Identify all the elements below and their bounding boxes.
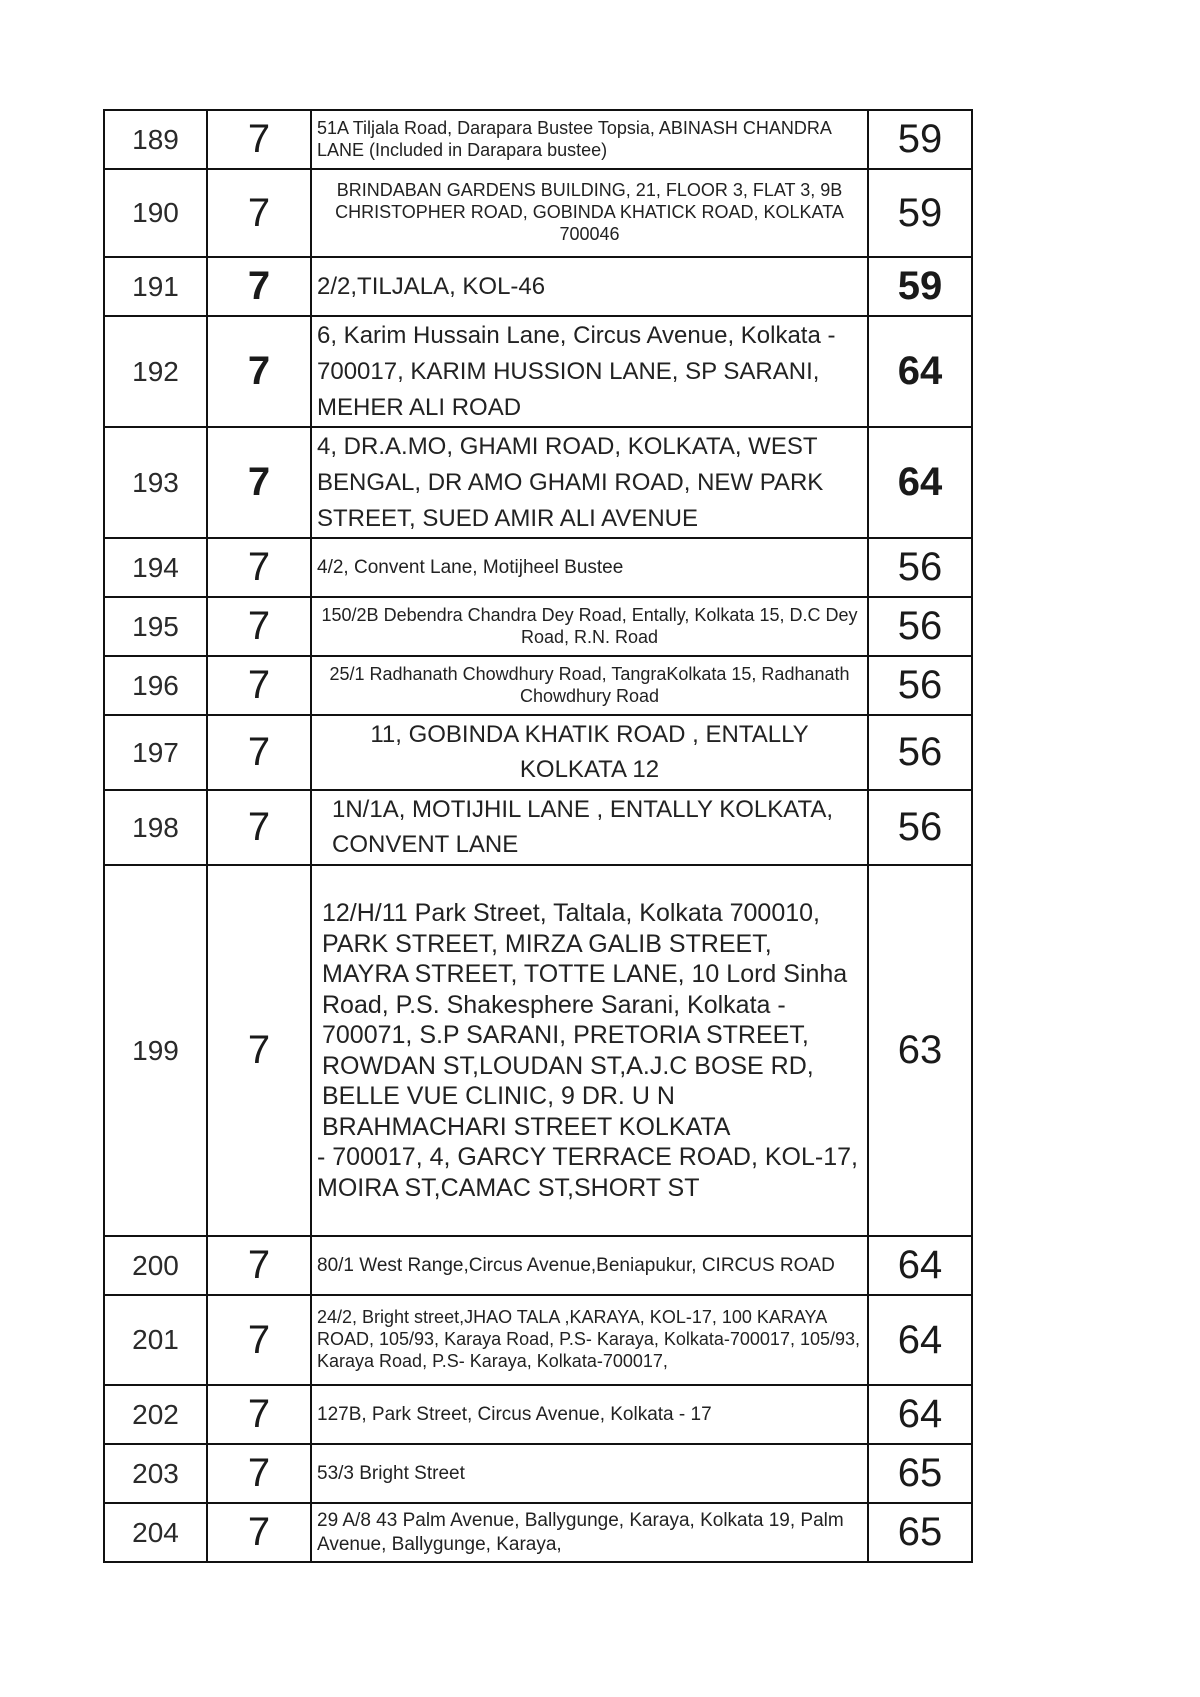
address-cell: 4/2, Convent Lane, Motijheel Bustee — [311, 538, 868, 597]
table-row — [104, 316, 972, 427]
number-cell: 7 — [207, 427, 311, 538]
address-cell: 24/2, Bright street,JHAO TALA ,KARAYA, KOL-17, 100 KARAYA ROAD, 105/93, Karaya Road, P.S- Karaya, Kolkata-700017, 105/93, Karaya Road, P.S- Karaya, Kolkata-700017, — [311, 1295, 868, 1385]
table-row — [104, 597, 972, 656]
value-cell: 56 — [868, 656, 972, 715]
value-cell: 56 — [868, 597, 972, 656]
serial-number-cell: 196 — [104, 656, 207, 715]
table-row — [104, 169, 972, 257]
number-cell: 7 — [207, 656, 311, 715]
table-row — [104, 865, 972, 1236]
value-cell: 64 — [868, 316, 972, 427]
number-cell: 7 — [207, 1503, 311, 1562]
address-cell — [311, 865, 868, 1236]
value-cell: 64 — [868, 1236, 972, 1295]
number-cell: 7 — [207, 715, 311, 790]
value-cell: 64 — [868, 427, 972, 538]
value-cell: 59 — [868, 110, 972, 169]
serial-number-cell: 201 — [104, 1295, 207, 1385]
serial-number-cell: 194 — [104, 538, 207, 597]
serial-number-cell: 200 — [104, 1236, 207, 1295]
table-row — [104, 656, 972, 715]
serial-number-cell: 193 — [104, 427, 207, 538]
serial-number-cell: 190 — [104, 169, 207, 257]
address-cell: 53/3 Bright Street — [311, 1444, 868, 1503]
serial-number-cell: 195 — [104, 597, 207, 656]
address-line: 12/H/11 Park Street, Taltala, Kolkata 700010, PARK STREET, MIRZA GALIB STREET, MAYRA STREET, TOTTE LANE, 10 Lord Sinha Road, P.S. Shakesphere Sarani, Kolkata - 700071, S.P SARANI, PRETORIA STREET, ROWDAN ST,LOUDAN ST,A.J.C BOSE RD, BELLE VUE CLINIC, 9 DR. U N BRAHMACHARI STREET KOLKATA — [322, 899, 848, 1141]
serial-number-cell: 203 — [104, 1444, 207, 1503]
table-row — [104, 1444, 972, 1503]
value-cell: 65 — [868, 1444, 972, 1503]
address-cell: BRINDABAN GARDENS BUILDING, 21, FLOOR 3, FLAT 3, 9B CHRISTOPHER ROAD, GOBINDA KHATICK ROAD, KOLKATA 700046 — [311, 169, 868, 257]
number-cell: 7 — [207, 1385, 311, 1444]
address-cell: 29 A/8 43 Palm Avenue, Ballygunge, Karaya, Kolkata 19, Palm Avenue, Ballygunge, Karaya, — [311, 1503, 868, 1562]
serial-number-cell: 189 — [104, 110, 207, 169]
table-row — [104, 790, 972, 865]
value-cell: 64 — [868, 1295, 972, 1385]
address-cell: 1N/1A, MOTIJHIL LANE , ENTALLY KOLKATA, CONVENT LANE — [311, 790, 868, 865]
serial-number-cell: 198 — [104, 790, 207, 865]
address-cell: 11, GOBINDA KHATIK ROAD , ENTALLY KOLKATA 12 — [311, 715, 868, 790]
table-row — [104, 538, 972, 597]
serial-number-cell: 199 — [104, 865, 207, 1236]
number-cell: 7 — [207, 1295, 311, 1385]
number-cell: 7 — [207, 316, 311, 427]
table-row — [104, 427, 972, 538]
address-cell: 6, Karim Hussain Lane, Circus Avenue, Kolkata - 700017, KARIM HUSSION LANE, SP SARANI, MEHER ALI ROAD — [311, 316, 868, 427]
number-cell: 7 — [207, 790, 311, 865]
address-cell: 150/2B Debendra Chandra Dey Road, Entally, Kolkata 15, D.C Dey Road, R.N. Road — [311, 597, 868, 656]
serial-number-cell: 191 — [104, 257, 207, 316]
value-cell: 65 — [868, 1503, 972, 1562]
address-cell: 25/1 Radhanath Chowdhury Road, TangraKolkata 15, Radhanath Chowdhury Road — [311, 656, 868, 715]
table-row — [104, 257, 972, 316]
table-row — [104, 1236, 972, 1295]
number-cell: 7 — [207, 538, 311, 597]
value-cell: 59 — [868, 257, 972, 316]
number-cell: 7 — [207, 1444, 311, 1503]
value-cell: 56 — [868, 538, 972, 597]
address-cell: 80/1 West Range,Circus Avenue,Beniapukur, CIRCUS ROAD — [311, 1236, 868, 1295]
number-cell: 7 — [207, 865, 311, 1236]
address-cell: 127B, Park Street, Circus Avenue, Kolkata - 17 — [311, 1385, 868, 1444]
number-cell: 7 — [207, 597, 311, 656]
value-cell: 56 — [868, 715, 972, 790]
serial-number-cell: 204 — [104, 1503, 207, 1562]
serial-number-cell: 202 — [104, 1385, 207, 1444]
table-row — [104, 715, 972, 790]
address-line: - 700017, 4, GARCY TERRACE ROAD, KOL-17, MOIRA ST,CAMAC ST,SHORT ST — [317, 1143, 858, 1202]
value-cell: 59 — [868, 169, 972, 257]
table-row — [104, 1295, 972, 1385]
table-row — [104, 110, 972, 169]
address-cell: 4, DR.A.MO, GHAMI ROAD, KOLKATA, WEST BENGAL, DR AMO GHAMI ROAD, NEW PARK STREET, SUED AMIR ALI AVENUE — [311, 427, 868, 538]
value-cell: 56 — [868, 790, 972, 865]
serial-number-cell: 192 — [104, 316, 207, 427]
value-cell: 63 — [868, 865, 972, 1236]
number-cell: 7 — [207, 1236, 311, 1295]
address-cell: 2/2,TILJALA, KOL-46 — [311, 257, 868, 316]
table-row — [104, 1385, 972, 1444]
address-cell: 51A Tiljala Road, Darapara Bustee Topsia, ABINASH CHANDRA LANE (Included in Darapara bustee) — [311, 110, 868, 169]
address-table — [103, 109, 973, 1563]
value-cell: 64 — [868, 1385, 972, 1444]
number-cell: 7 — [207, 169, 311, 257]
number-cell: 7 — [207, 110, 311, 169]
table-row — [104, 1503, 972, 1562]
number-cell: 7 — [207, 257, 311, 316]
serial-number-cell: 197 — [104, 715, 207, 790]
